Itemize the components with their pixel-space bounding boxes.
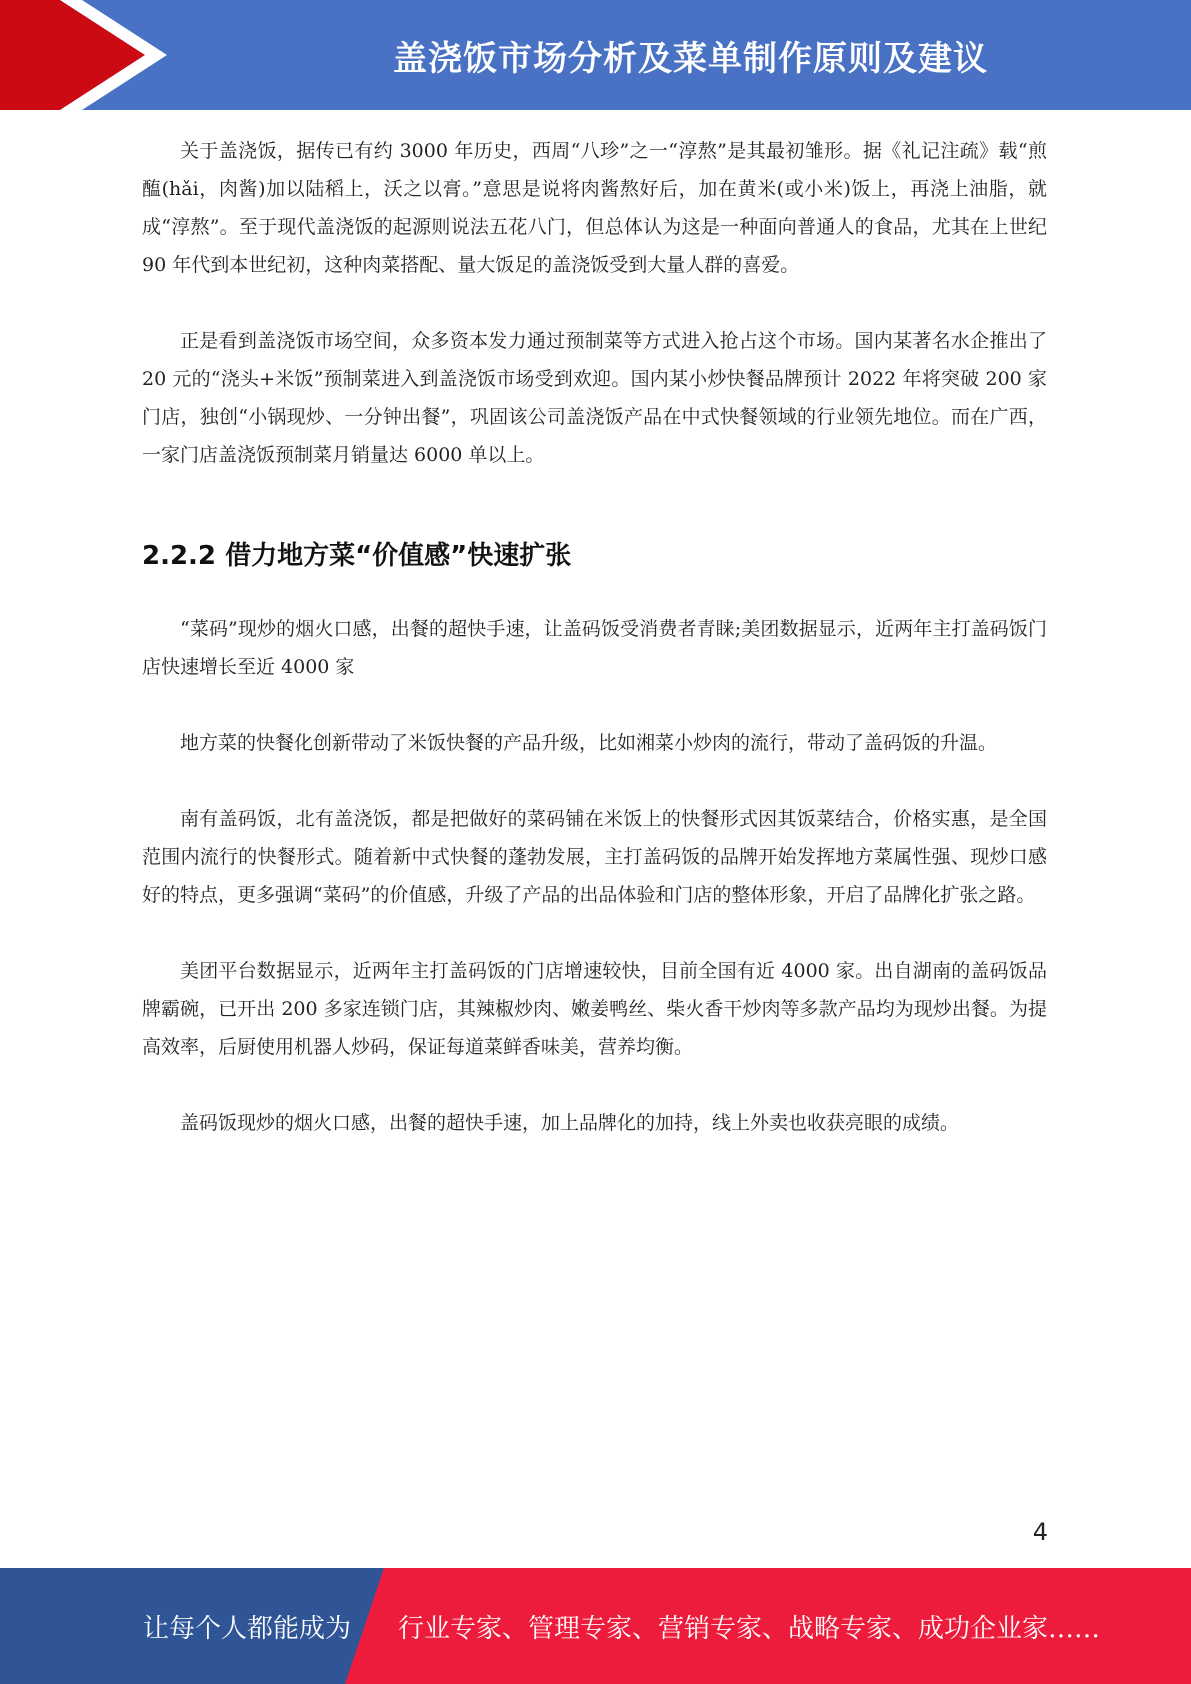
section-paragraph-1: “菜码”现炒的烟火口感，出餐的超快手速，让盖码饭受消费者青睐;美团数据显示，近两年主打盖码饭门店快速增长至近 4000 家 [142,618,1047,678]
document-body [142,132,1047,1142]
page-header [0,0,1191,110]
page-number: 4 [1032,1518,1048,1546]
section-paragraph-2: 地方菜的快餐化创新带动了米饭快餐的产品升级，比如湘菜小炒肉的流行，带动了盖码饭的升温。 [180,732,998,754]
section-paragraph-5: 盖码饭现炒的烟火口感，出餐的超快手速，加上品牌化的加持，线上外卖也收获亮眼的成绩。 [180,1112,960,1134]
intro-paragraph-2: 正是看到盖浇饭市场空间，众多资本发力通过预制菜等方式进入抢占这个市场。国内某著名水企推出了 20 元的“浇头+米饭”预制菜进入到盖浇饭市场受到欢迎。国内某小炒快餐品牌预计 2022 年将突破 200 家门店，独创“小锅现炒、一分钟出餐”，巩固该公司盖浇饭产品在中式快餐领域的行业领先地位。而在广西，一家门店盖浇饭预制菜月销量达 6000 单以上。 [142,330,1047,466]
footer-slogan-left: 让每个人都能成为 [143,1613,352,1644]
footer-slogan-right: 行业专家、管理专家、营销专家、战略专家、成功企业家…… [398,1613,1101,1644]
section-paragraph-4: 美团平台数据显示，近两年主打盖码饭的门店增速较快，目前全国有近 4000 家。出自湖南的盖码饭品牌霸碗，已开出 200 多家连锁门店，其辣椒炒肉、嫩姜鸭丝、柴火香干炒肉等多款产品均为现炒出餐。为提高效率，后厨使用机器人炒码，保证每道菜鲜香味美，营养均衡。 [142,960,1047,1058]
page-footer [0,1568,1191,1684]
section-paragraph-3: 南有盖码饭，北有盖浇饭，都是把做好的菜码铺在米饭上的快餐形式因其饭菜结合，价格实惠，是全国范围内流行的快餐形式。随着新中式快餐的蓬勃发展，主打盖码饭的品牌开始发挥地方菜属性强、现炒口感好的特点，更多强调“菜码”的价值感，升级了产品的出品体验和门店的整体形象，开启了品牌化扩张之路。 [142,808,1047,906]
document-title: 盖浇饭市场分析及菜单制作原则及建议 [393,38,988,79]
section-heading: 2.2.2 借力地方菜“价值感”快速扩张 [142,541,572,571]
intro-paragraph-1: 关于盖浇饭，据传已有约 3000 年历史，西周“八珍”之一“淳熬”是其最初雏形。据《礼记注疏》载“煎醢(hǎi，肉酱)加以陆稻上，沃之以膏。”意思是说将肉酱熬好后，加在黄米(或小米)饭上，再浇上油脂，就成“淳熬”。至于现代盖浇饭的起源则说法五花八门，但总体认为这是一种面向普通人的食品，尤其在上世纪 90 年代到本世纪初，这种肉菜搭配、量大饭足的盖浇饭受到大量人群的喜爱。 [142,140,1047,276]
